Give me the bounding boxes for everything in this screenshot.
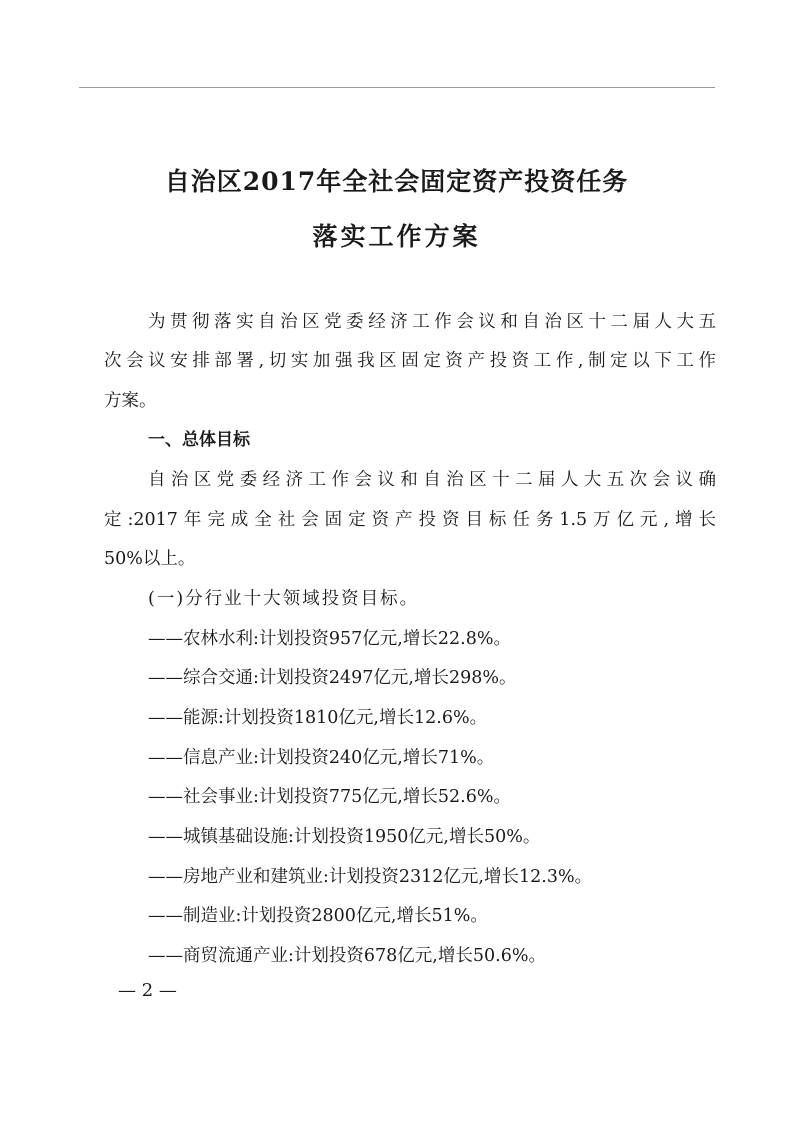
document-title-line-1: 自治区2017年全社会固定资产投资任务 xyxy=(164,167,629,196)
intro-line-1: 为贯彻落实自治区党委经济工作会议和自治区十二届人大五 xyxy=(148,312,716,332)
header-rule xyxy=(79,87,715,88)
page-number: — 2 — xyxy=(118,980,177,1001)
list-item: ——制造业:计划投资2800亿元,增长51%。 xyxy=(148,906,488,926)
intro-line-2: 次会议安排部署,切实加强我区固定资产投资工作,制定以下工作 xyxy=(104,351,716,371)
list-item: ——信息产业:计划投资240亿元,增长71%。 xyxy=(148,748,495,768)
sub-heading-sector-targets: (一)分行业十大领域投资目标。 xyxy=(148,589,420,609)
goals-para-line-2: 定:2017年完成全社会固定资产投资目标任务1.5万亿元,增长 xyxy=(104,510,716,530)
goals-para-line-3: 50%以上。 xyxy=(104,549,196,569)
goals-para-line-1: 自治区党委经济工作会议和自治区十二届人大五次会议确 xyxy=(148,470,716,490)
list-item: ——商贸流通产业:计划投资678亿元,增长50.6%。 xyxy=(148,946,546,966)
list-item: ——综合交通:计划投资2497亿元,增长298%。 xyxy=(148,668,517,688)
list-item: ——社会事业:计划投资775亿元,增长52.6%。 xyxy=(148,787,511,807)
list-item: ——房地产业和建筑业:计划投资2312亿元,增长12.3%。 xyxy=(148,867,593,887)
list-item: ——城镇基础设施:计划投资1950亿元,增长50%。 xyxy=(148,827,541,847)
document-title-line-2: 落实工作方案 xyxy=(312,222,481,251)
intro-line-3: 方案。 xyxy=(104,391,157,411)
section-heading-overall-goals: 一、总体目标 xyxy=(148,430,250,450)
list-item: ——农林水利:计划投资957亿元,增长22.8%。 xyxy=(148,629,511,649)
list-item: ——能源:计划投资1810亿元,增长12.6%。 xyxy=(148,708,488,728)
